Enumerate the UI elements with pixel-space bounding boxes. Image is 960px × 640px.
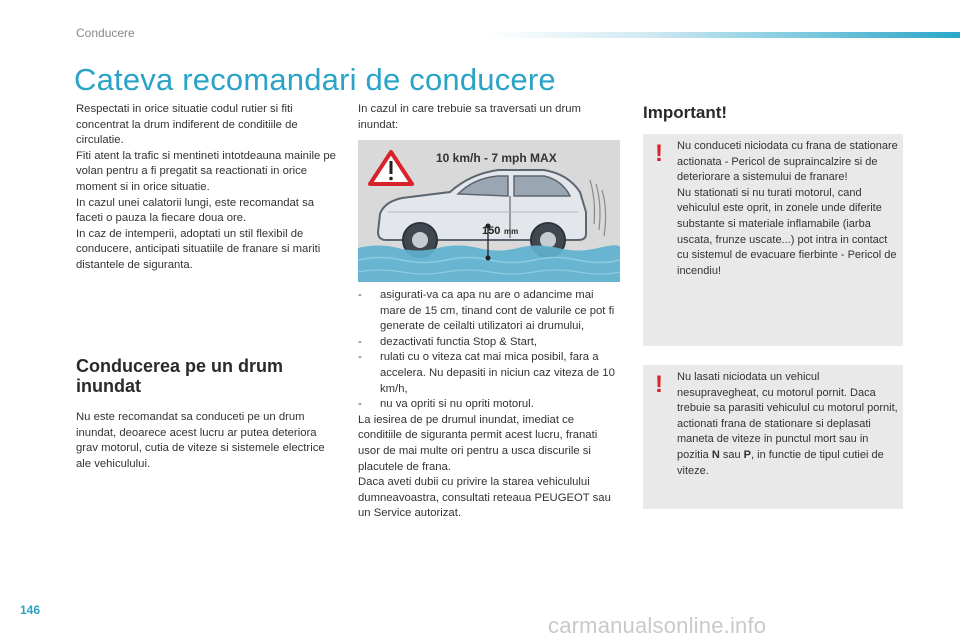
list-item-text: dezactivati functia Stop & Start, bbox=[380, 335, 537, 348]
bullet-dash: - bbox=[358, 398, 362, 411]
flooded-road-instructions bbox=[358, 288, 620, 522]
instruction-list bbox=[358, 288, 620, 413]
warning-box-unattended-vehicle bbox=[643, 365, 903, 509]
exclamation-icon: ! bbox=[655, 140, 663, 167]
flooded-road-heading: Conducerea pe un drum inundat bbox=[76, 356, 284, 396]
bullet-dash: - bbox=[358, 335, 362, 348]
list-item bbox=[358, 335, 620, 351]
gear-n-label: N bbox=[711, 448, 720, 461]
page-title: Cateva recomandari de conducere bbox=[74, 62, 556, 97]
flooded-road-text: Nu este recomandat sa conduceti pe un drum inundat, deoarece acest lucru ar putea deteriora grav motorul, cutia de viteze si sistemele electrice ale vehiculului. bbox=[76, 411, 325, 470]
warning-paragraph: Nu conduceti niciodata cu frana de stationare actionata - Pericol de supraincalzire si de deteriorare a sistemului de franare! bbox=[677, 140, 898, 184]
watermark: carmanualsonline.info bbox=[548, 613, 767, 638]
speed-limit-label: 10 km/h - 7 mph MAX bbox=[436, 151, 557, 165]
warning-text bbox=[677, 139, 899, 279]
advice-paragraph: In cazul unei calatorii lungi, este recomandat sa faceti o pauza la fiecare doua ore. bbox=[76, 196, 314, 225]
water-surface bbox=[358, 245, 620, 282]
gear-p-label: P bbox=[743, 448, 752, 461]
advice-paragraph: Respectati in orice situatie codul rutier si fiti concentrat la drum indiferent de conditiile de circulatie. bbox=[76, 103, 298, 147]
list-item bbox=[358, 397, 620, 413]
flooded-road-illustration bbox=[358, 140, 620, 282]
list-item bbox=[358, 288, 620, 335]
driving-advice-text bbox=[76, 102, 342, 274]
bullet-dash: - bbox=[358, 289, 362, 301]
list-item bbox=[358, 350, 620, 397]
warning-text bbox=[677, 370, 899, 479]
header-accent-bar bbox=[486, 32, 960, 38]
bullet-dash: - bbox=[358, 351, 362, 364]
important-heading: Important! bbox=[643, 103, 728, 122]
warning-text-part: , in functie de tipul cutiei de viteze. bbox=[677, 448, 884, 477]
depth-value: 150 bbox=[482, 225, 501, 237]
list-item-text: nu va opriti si nu opriti motorul. bbox=[380, 398, 534, 411]
warning-box-parking-brake bbox=[643, 134, 903, 346]
after-flood-paragraph: La iesirea de pe drumul inundat, imediat ce conditiile de siguranta permit acest lucru, franati usor de mai multe ori pentru a usca discurile si placutele de frana. bbox=[358, 413, 598, 473]
flooded-intro: In cazul in care trebuie sa traversati un drum inundat: bbox=[358, 103, 581, 131]
advice-paragraph: In caz de intemperii, adoptati un stil flexibil de conducere, anticipati situatiile de franare si mariti distantele de siguranta. bbox=[76, 227, 321, 271]
section-label: Conducere bbox=[76, 26, 135, 40]
advice-paragraph: Fiti atent la trafic si mentineti intotdeauna mainile pe volan pentru a fi pregatit sa reactionati in orice moment si in orice situatie. bbox=[76, 149, 336, 193]
warning-paragraph: Nu stationati si nu turati motorul, cand vehiculul este oprit, in zonele unde diferite substante si materiale inflamabile (iarba uscata, frunze uscate...) pot intra in contact cu sistemul de evacuare fierbinte - Pericol de incendiu! bbox=[677, 186, 897, 277]
page-number: 146 bbox=[20, 603, 41, 617]
list-item-text: rulati cu o viteza cat mai mica posibil, fara a accelera. Nu depasiti in niciun caz viteza de 10 km/h, bbox=[380, 351, 615, 395]
warning-text-part: Nu lasati niciodata un vehicul nesupravegheat, cu motorul pornit. Daca trebuie sa parasiti vehiculul cu motorul pornit, actionati frana de stationare si deplasati maneta de viteze in punctul mort sau in pozitia bbox=[677, 371, 898, 461]
list-item-text: asigurati-va ca apa nu are o adancime mai mare de 15 cm, tinand cont de valurile ce pot fi generate de ceilalti utilizatori ai drumului, bbox=[380, 289, 615, 333]
service-paragraph: Daca aveti dubii cu privire la starea vehiculului dumneavoastra, consultati reteaua PEUGEOT sau un Service autorizat. bbox=[358, 476, 611, 520]
exclamation-icon: ! bbox=[655, 371, 663, 398]
depth-unit: mm bbox=[504, 227, 519, 236]
warning-text-part: sau bbox=[719, 448, 744, 461]
